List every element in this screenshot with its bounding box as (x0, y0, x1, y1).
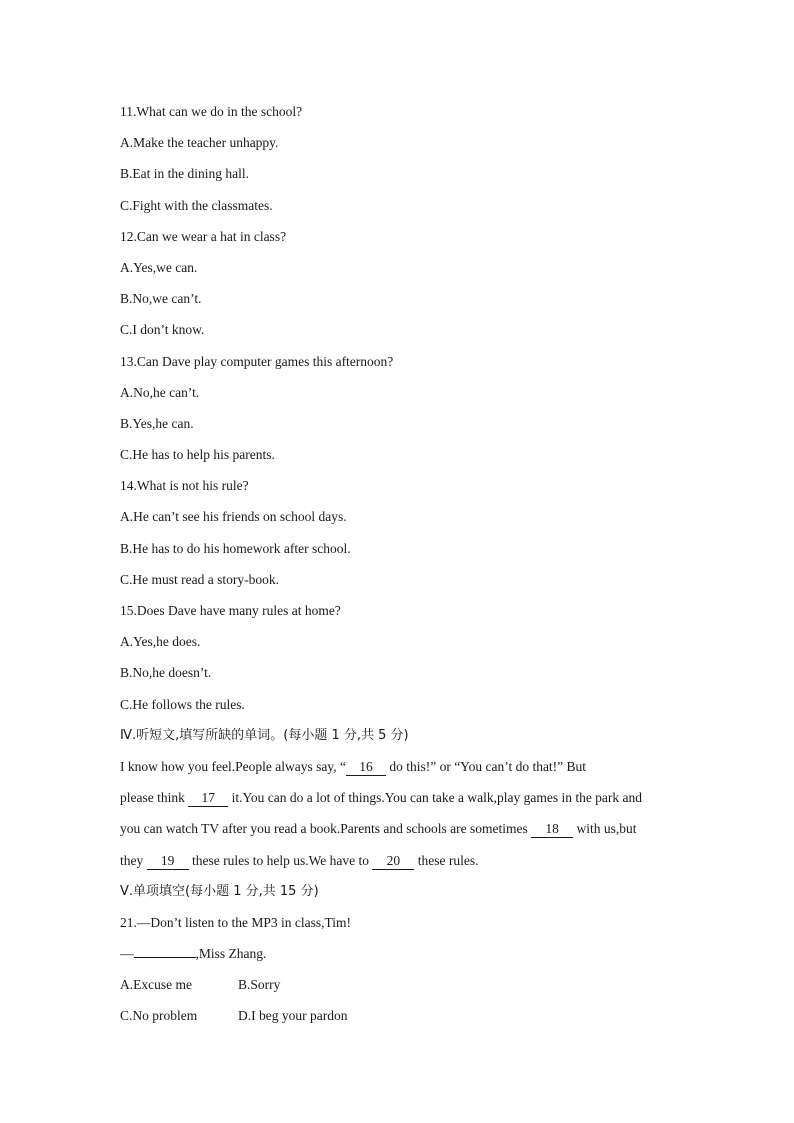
option-21c: C.No problem (120, 1008, 198, 1024)
option-14a: A.He can’t see his friends on school days. (120, 509, 347, 525)
question-21-reply: — ,Miss Zhang. (120, 946, 267, 962)
blank-20[interactable]: 20 (372, 853, 414, 870)
question-stem: 13.Can Dave play computer games this afternoon? (120, 353, 394, 369)
options-21-ab (120, 974, 720, 1005)
blank-21[interactable] (134, 957, 196, 958)
option-12b: B.No,we can’t. (120, 291, 202, 307)
option-13c: C.He has to help his parents. (120, 447, 275, 463)
option-11c: C.Fight with the classmates. (120, 197, 273, 213)
options-21-cd (120, 1005, 720, 1036)
exam-page (120, 101, 720, 1037)
question-stem: 15.Does Dave have many rules at home? (120, 603, 341, 618)
passage-line-1: I know how you feel.People always say, “ 16 do this!” or “You can’t do that!” But (120, 758, 587, 774)
blank-18[interactable]: 18 (531, 821, 573, 838)
option-15c: C.He follows the rules. (120, 696, 245, 712)
option-21a: A.Excuse me (120, 977, 192, 993)
section-4-heading: Ⅳ.听短文,填写所缺的单词。(每小题 1 分,共 5 分) (120, 727, 409, 743)
question-15 (120, 600, 720, 631)
question-21 (120, 912, 720, 943)
option-11a: A.Make the teacher unhappy. (120, 135, 279, 151)
question-11 (120, 101, 720, 132)
option-11b: B.Eat in the dining hall. (120, 166, 249, 182)
section-5-heading: Ⅴ.单项填空(每小题 1 分,共 15 分) (120, 883, 319, 899)
option-13b: B.Yes,he can. (120, 415, 194, 431)
question-stem: 12.Can we wear a hat in class? (120, 228, 287, 244)
option-13a: A.No,he can’t. (120, 384, 200, 400)
option-12a: A.Yes,we can. (120, 259, 198, 275)
option-15b: B.No,he doesn’t. (120, 665, 212, 681)
option-12c: C.I don’t know. (120, 322, 205, 338)
option-14b: B.He has to do his homework after school. (120, 540, 351, 556)
passage-line-4: they 19 these rules to help us.We have to 20 these rules. (120, 852, 479, 868)
question-stem: 21.—Don’t listen to the MP3 in class,Tim! (120, 914, 352, 930)
question-13 (120, 351, 720, 382)
option-21b: B.Sorry (238, 977, 281, 993)
option-15a: A.Yes,he does. (120, 634, 201, 650)
question-14 (120, 475, 720, 506)
question-stem: 14.What is not his rule? (120, 478, 249, 494)
blank-19[interactable]: 19 (147, 853, 189, 870)
passage-line-2: please think 17 it.You can do a lot of things.You can take a walk,play games in the park and (120, 790, 643, 806)
blank-16[interactable]: 16 (346, 759, 386, 776)
option-14c: C.He must read a story-book. (120, 571, 279, 587)
passage-line-3: you can watch TV after you read a book.Parents and schools are sometimes 18 with us,but (120, 821, 637, 837)
option-21d: D.I beg your pardon (238, 1008, 348, 1024)
blank-17[interactable]: 17 (188, 790, 228, 807)
question-12 (120, 226, 720, 257)
question-stem: 11.What can we do in the school? (120, 104, 303, 119)
